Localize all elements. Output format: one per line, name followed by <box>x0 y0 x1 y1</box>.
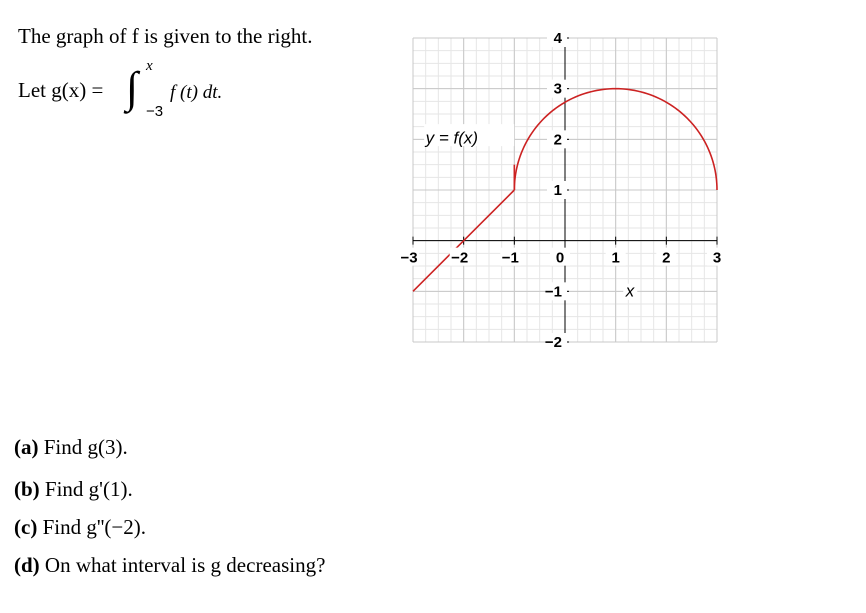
integrand: f (t) dt. <box>170 82 223 103</box>
question-a-label: (a) <box>14 435 39 459</box>
y-tick-label: 2 <box>553 131 562 149</box>
y-tick-label: 3 <box>553 80 562 98</box>
curve-label: y = f(x) <box>425 128 479 148</box>
x-tick-label: −3 <box>400 249 418 267</box>
question-c-label: (c) <box>14 515 38 539</box>
question-d-label: (d) <box>14 553 40 577</box>
x-tick-label: 1 <box>611 249 620 267</box>
question-d <box>14 553 325 578</box>
integral-sign: ∫ <box>126 63 139 112</box>
integral-lower-limit: −3 <box>146 103 164 120</box>
question-b-label: (b) <box>14 477 40 501</box>
x-tick-label: −2 <box>451 249 469 267</box>
x-tick-label: −1 <box>501 249 519 267</box>
y-tick-label: −2 <box>544 334 562 351</box>
y-tick-label: 1 <box>553 182 562 199</box>
question-b-text: Find g'(1). <box>44 477 133 501</box>
question-a-text: Find g(3). <box>43 435 128 459</box>
y-tick-label: 4 <box>553 30 562 47</box>
question-a <box>14 435 128 460</box>
x-tick-label: 2 <box>662 249 671 267</box>
definition-prefix: Let g(x) = <box>18 78 104 102</box>
x-tick-label: 0 <box>555 249 565 267</box>
problem-intro: The graph of f is given to the right. <box>18 24 313 48</box>
integral-upper-limit: x <box>146 58 153 74</box>
question-c-text: Find g''(−2). <box>42 515 146 539</box>
x-tick-label: 3 <box>712 249 722 267</box>
y-tick-label: −1 <box>544 283 562 301</box>
question-b <box>14 477 133 502</box>
question-d-text: On what interval is g decreasing? <box>44 553 326 577</box>
question-c <box>14 515 146 540</box>
x-axis-label: x <box>625 281 635 301</box>
